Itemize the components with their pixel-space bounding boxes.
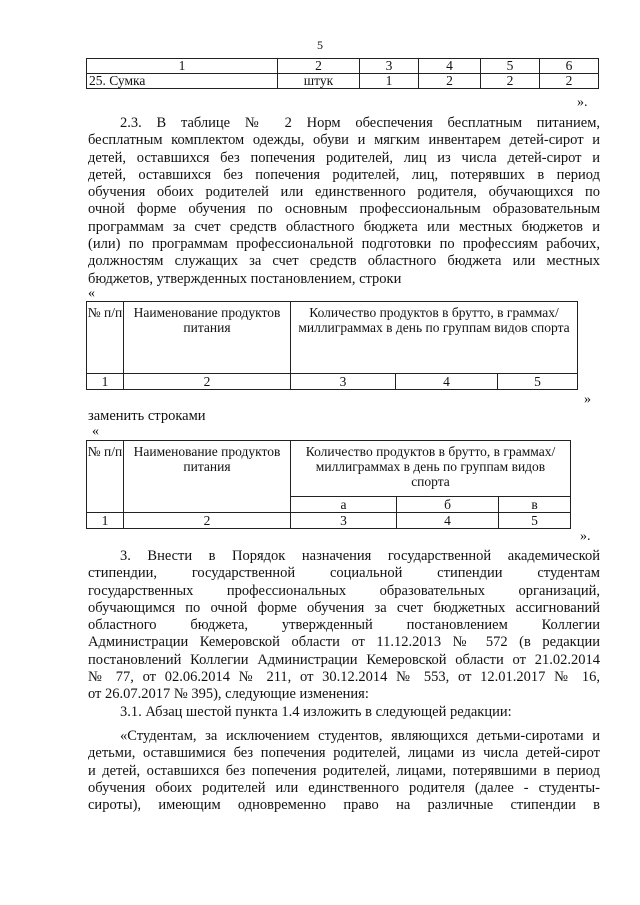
table-cell: 5 [481, 59, 540, 74]
text-line: областного бюджета, утвержденный постановлением Коллегии [88, 617, 600, 634]
text-line: от 26.07.2017 № 395), следующие изменения: [88, 686, 369, 703]
closing-quote: ». [577, 95, 588, 110]
text-line: «Студентам, за исключением студентов, являющихся детьми-сиротами и [120, 728, 600, 744]
table-header-row [87, 302, 578, 374]
table-cell: 2 [278, 59, 360, 74]
table-cell: 1 [87, 513, 124, 529]
text-line: обучающимся по очной форме обучения за счет бюджетных ассигнований [88, 599, 600, 616]
table-cell: 1 [87, 374, 124, 390]
closing-quote: ». [580, 529, 591, 544]
quoted-paragraph [88, 728, 600, 814]
table-cell: 6 [540, 59, 599, 74]
table-cell: 3 [291, 513, 397, 529]
table-cell: 3 [360, 59, 419, 74]
table-cell: Наименование продуктов питания [124, 441, 291, 513]
table-cell: в [499, 497, 571, 513]
open-quote: « [88, 286, 95, 301]
table-cell: № п/п [87, 441, 124, 513]
text-line: Администрации Кемеровской области от 11.12.2013 № 572 (в редакции [88, 634, 600, 651]
page-number: 5 [317, 38, 323, 52]
closing-quote: » [584, 392, 591, 407]
table-cell: 2 [540, 74, 599, 89]
table-cell: 4 [419, 59, 481, 74]
table-cell: 2 [124, 513, 291, 529]
table-cell: Наименование продуктов питания [124, 302, 291, 374]
table-row [87, 513, 571, 529]
replace-label: заменить строками [88, 408, 206, 424]
table-cell: № п/п [87, 302, 124, 374]
table-cell: 5 [499, 513, 571, 529]
text-line: должностям служащих за счет средств областного бюджета или местных [88, 253, 600, 270]
text-line: очной форме обучения по основным профессиональным образовательным [88, 201, 600, 218]
table-cell: 3 [291, 374, 396, 390]
items-table [86, 58, 599, 89]
table-cell: 5 [498, 374, 578, 390]
text-line: государственных профессиональных образовательных организаций, [88, 582, 600, 599]
table-cell: штук [278, 74, 360, 89]
table-cell: 1 [87, 59, 278, 74]
table-cell: 2 [419, 74, 481, 89]
paragraph-2-3 [88, 115, 600, 288]
text-line: и детей, оставшихся без попечения родителей, лицами, потерявшими в период [88, 762, 600, 779]
table-cell: б [397, 497, 499, 513]
text-line: обучения обоих родителей или единственного родителя (далее - студенты- [88, 779, 600, 796]
open-quote: « [92, 424, 99, 439]
table-cell: 25. Сумка [87, 74, 278, 89]
table-cell: 4 [397, 513, 499, 529]
text-line: (или) по программам профессиональной подготовки по профессиям рабочих, [88, 236, 600, 253]
text-line: постановлений Коллегии Администрации Кемеровской области от 21.02.2014 [88, 651, 600, 668]
text-line: программам за счет средств областного бюджета или местных бюджетов и [88, 218, 600, 235]
table-header-row [87, 59, 599, 74]
text-line: 3.1. Абзац шестой пункта 1.4 изложить в следующей редакции: [120, 703, 512, 720]
text-line: детей, оставшихся без попечения родителей, лиц из числа детей-сирот и [88, 149, 600, 166]
text-line: обучения обоих родителей или единственного родителя, обучающихся по [88, 184, 600, 201]
table-cell: Количество продуктов в брутто, в граммах/миллиграммах в день по группам видов спорта [291, 302, 578, 374]
text-line: бюджетов, утвержденных постановлением, строки [88, 270, 402, 287]
table-cell: Количество продуктов в брутто, в граммах/миллиграммах в день по группам видов спорта [291, 441, 571, 497]
table-row [87, 374, 578, 390]
table-cell: 1 [360, 74, 419, 89]
table-cell: 2 [481, 74, 540, 89]
text-line: 3. Внести в Порядок назначения государственной академической [120, 548, 600, 564]
text-line: 2.3. В таблице № 2 Норм обеспечения бесплатным питанием, [120, 115, 600, 131]
text-line: детьми, оставшимися без попечения родителей, лицами из числа детей-сирот [88, 745, 600, 762]
table-cell: 2 [124, 374, 291, 390]
text-line: сироты), имеющим одновременно право на различные стипендии в [88, 797, 600, 814]
text-line: детей, оставшихся без попечения родителей, лиц, потерявших в период [88, 166, 600, 183]
paragraph-3 [88, 548, 600, 721]
norms-table-old [86, 301, 578, 390]
table-row [87, 74, 599, 89]
text-line: стипендии, государственной социальной стипендии студентам [88, 565, 600, 582]
text-line: № 77, от 02.06.2014 № 211, от 30.12.2014 № 553, от 12.01.2017 № 16, [88, 669, 600, 686]
text-line: бесплатным комплектом одежды, обуви и мягким инвентарем детей-сирот и [88, 132, 600, 149]
table-header-row [87, 441, 571, 497]
norms-table-new [86, 440, 571, 529]
table-cell: 4 [396, 374, 498, 390]
table-cell: а [291, 497, 397, 513]
